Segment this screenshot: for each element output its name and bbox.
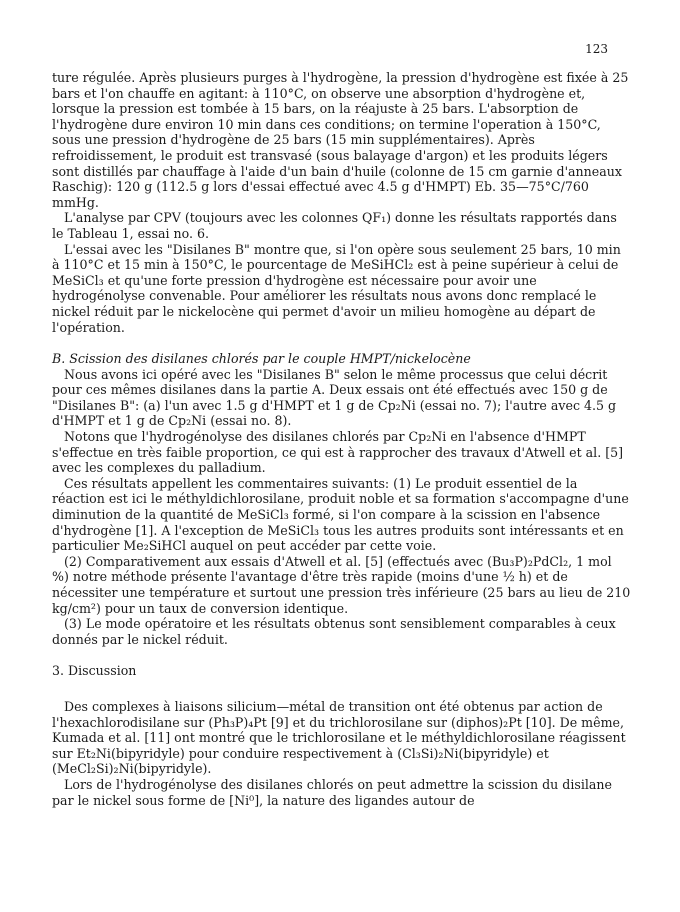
paragraph-continuation: ture régulée. Après plusieurs purges à l'hydrogène, la pression d'hydrogène est fixée à 25 bars et l'on chauffe en agitant: à 110°C, on observe une absorption d'hydrogène et, lorsque la pression est tombée à 15 bars, on la réajuste à 25 bars. L'absorption de l'hydrogène dure environ 10 min dans ces conditions; on termine l'operation à 150°C, sous une pression d'hydrogène de 25 bars (15 min supplémentaires). Après refroidissement, le produit est transvasé (sous balayage d'argon) et les produits légers sont distillés par chauffage à l'aide d'un bain d'huile (colonne de 15 cm garnie d'anneaux Raschig): 120 g (112.5 g lors d'essai effectué avec 4.5 g d'HMPT) Eb. 35—75°C/760 mmHg. [52, 70, 629, 210]
page-number: 123 [585, 42, 608, 56]
paragraph-mode: (3) Le mode opératoire et les résultats obtenus sont sensiblement comparables à ceux donnés par le nickel réduit. [52, 616, 616, 647]
paragraph-note: Notons que l'hydrogénolyse des disilanes chlorés par Cp₂Ni en l'absence d'HMPT s'effectue en très faible proportion, ce qui est à rapprocher des travaux d'Atwell et al. [5] avec les complexes du palladium. [52, 429, 624, 476]
paragraph-method: Nous avons ici opéré avec les "Disilanes B" selon le même processus que celui décrit pour ces mêmes disilanes dans la partie A. Deux essais ont été effectués avec 150 g de "Disilanes B": (a) l'un avec 1.5 g d'HMPT et 1 g de Cp₂Ni (essai no. 7); l'autre avec 4.5 g d'HMPT et 1 g de Cp₂Ni (essai no. 8). [52, 366, 617, 429]
section-b-heading: B. Scission des disilanes chlorés par le couple HMPT/nickelocène [52, 351, 471, 367]
section-3-heading: 3. Discussion [52, 663, 137, 679]
article-body [52, 70, 632, 808]
paragraph-discussion: Des complexes à liaisons silicium—métal de transition ont été obtenus par action de l'hexachlorodisilane sur (Ph₃P)₄Pt [9] et du trichlorosilane sur (diphos)₂Pt [10]. De même, Kumada et al. [11] ont montré que le trichlorosilane et le méthyldichlorosilane réagissent sur Et₂Ni(bipyridyle) pour conduire respectivement à (Cl₃Si)₂Ni(bipyridyle) et (MeCl₂Si)₂Ni(bipyridyle). [52, 698, 626, 777]
paragraph-comments: Ces résultats appellent les commentaires suivants: (1) Le produit essentiel de la réaction est ici le méthyldichlorosilane, produit noble et sa formation s'accompagne d'une diminution de la quantité de MeSiCl₃ formé, si l'on compare à la scission en l'absence d'hydrogène [1]. A l'exception de MeSiCl₃ tous les autres produits sont intéressants et en particulier Me₂SiHCl auquel on peut accéder par cette voie. [52, 475, 629, 554]
paragraph-disilanes-b-test: L'essai avec les "Disilanes B" montre que, si l'on opère sous seulement 25 bars, 10 min à 110°C et 15 min à 150°C, le pourcentage de MeSiHCl₂ est à peine supérieur à celui de MeSiCl₃ et qu'une forte pression d'hydrogène est nécessaire pour avoir une hydrogénolyse convenable. Pour améliorer les résultats nous avons donc remplacé le nickel réduit par le nickelocène qui permet d'avoir un milieu homogène au départ de l'opération. [52, 241, 621, 335]
paragraph-comparison: (2) Comparativement aux essais d'Atwell et al. [5] (effectués avec (Bu₃P)₂PdCl₂, 1 mol %) notre méthode présente l'avantage d'être très rapide (moins d'une ½ h) et de nécessiter une température et surtout une pression très inférieure (25 bars au lieu de 210 kg/cm²) pour un taux de conversion identique. [52, 553, 631, 616]
paragraph-cpv-analysis: L'analyse par CPV (toujours avec les colonnes QF₁) donne les résultats rapportés dans le Tableau 1, essai no. 6. [52, 210, 617, 241]
paragraph-hydrogenolysis: Lors de l'hydrogénolyse des disilanes chlorés on peut admettre la scission du disilane par le nickel sous forme de [Ni⁰], la nature des ligandes autour de [52, 776, 612, 808]
